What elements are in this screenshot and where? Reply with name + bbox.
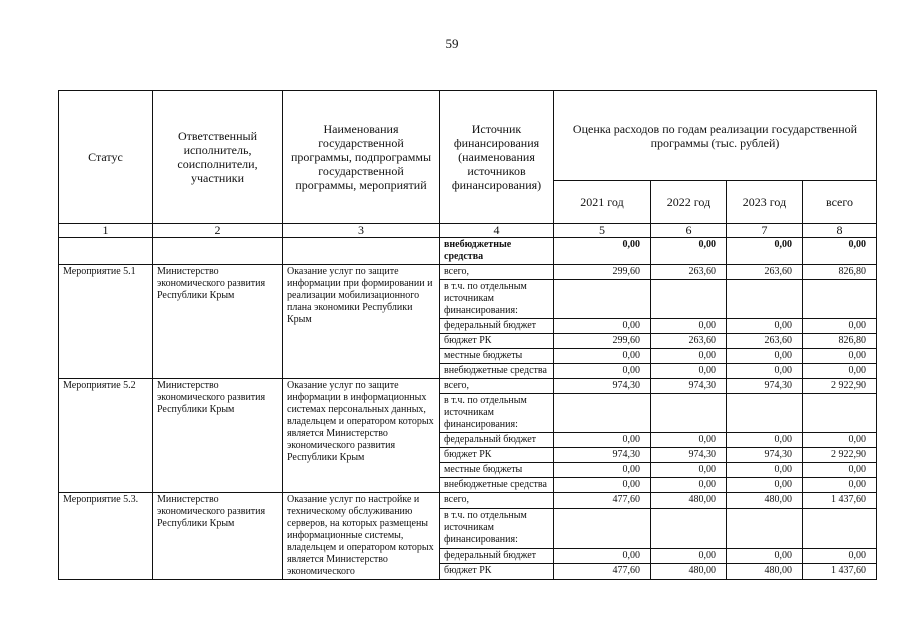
value-cell: 0,00 <box>727 433 803 448</box>
status-cell: Мероприятие 5.2 <box>59 379 153 493</box>
name-cell: Оказание услуг по защите информации в информационных системах персональных данных, владельцем и оператором которых является Министерство экономического развития Республики Крым <box>283 379 440 493</box>
value-cell: 0,00 <box>651 319 727 334</box>
value-cell <box>651 508 727 548</box>
value-cell: 1 437,60 <box>803 564 877 580</box>
value-cell: 0,00 <box>554 433 651 448</box>
header-source: Источник финансирования (наименования источников финансирования) <box>440 91 554 224</box>
header-executor: Ответственный исполнитель, соисполнители, участники <box>153 91 283 224</box>
value-cell: 0,00 <box>554 349 651 364</box>
value-cell: 0,00 <box>554 548 651 564</box>
value-cell: 974,30 <box>554 448 651 463</box>
column-number: 3 <box>283 224 440 238</box>
value-cell: 974,30 <box>727 448 803 463</box>
value-cell <box>651 394 727 433</box>
header-total: всего <box>803 181 877 224</box>
value-cell <box>803 280 877 319</box>
source-cell: внебюджетные средства <box>440 238 554 265</box>
source-cell: местные бюджеты <box>440 463 554 478</box>
value-cell: 477,60 <box>554 564 651 580</box>
source-cell: в т.ч. по отдельным источникам финансирования: <box>440 508 554 548</box>
table-row <box>59 379 877 394</box>
source-cell: бюджет РК <box>440 334 554 349</box>
header-year-2022: 2022 год <box>651 181 727 224</box>
header-estimate: Оценка расходов по годам реализации государственной программы (тыс. рублей) <box>554 91 877 181</box>
source-cell: бюджет РК <box>440 564 554 580</box>
source-cell: всего, <box>440 379 554 394</box>
value-cell: 974,30 <box>651 379 727 394</box>
value-cell: 0,00 <box>651 433 727 448</box>
value-cell <box>554 280 651 319</box>
value-cell: 263,60 <box>651 265 727 280</box>
column-number: 6 <box>651 224 727 238</box>
value-cell: 0,00 <box>727 364 803 379</box>
value-cell: 826,80 <box>803 334 877 349</box>
value-cell: 480,00 <box>727 564 803 580</box>
value-cell <box>727 394 803 433</box>
column-number: 2 <box>153 224 283 238</box>
value-cell: 0,00 <box>727 319 803 334</box>
value-cell: 0,00 <box>803 478 877 493</box>
value-cell: 0,00 <box>554 238 651 265</box>
value-cell: 0,00 <box>727 238 803 265</box>
value-cell: 974,30 <box>554 379 651 394</box>
value-cell <box>803 508 877 548</box>
value-cell: 263,60 <box>727 334 803 349</box>
value-cell: 0,00 <box>554 478 651 493</box>
value-cell: 299,60 <box>554 265 651 280</box>
value-cell: 0,00 <box>803 433 877 448</box>
value-cell: 480,00 <box>651 564 727 580</box>
value-cell: 477,60 <box>554 493 651 509</box>
value-cell: 0,00 <box>651 349 727 364</box>
source-cell: в т.ч. по отдельным источникам финансирования: <box>440 280 554 319</box>
value-cell: 974,30 <box>727 379 803 394</box>
column-number: 5 <box>554 224 651 238</box>
source-cell: внебюджетные средства <box>440 364 554 379</box>
source-cell: в т.ч. по отдельным источникам финансирования: <box>440 394 554 433</box>
value-cell: 0,00 <box>803 319 877 334</box>
value-cell: 0,00 <box>727 478 803 493</box>
value-cell <box>651 280 727 319</box>
source-cell: всего, <box>440 493 554 509</box>
value-cell <box>554 394 651 433</box>
value-cell: 0,00 <box>803 463 877 478</box>
table-row <box>59 493 877 509</box>
value-cell: 0,00 <box>803 238 877 265</box>
value-cell: 1 437,60 <box>803 493 877 509</box>
value-cell: 263,60 <box>651 334 727 349</box>
value-cell <box>727 508 803 548</box>
value-cell <box>554 508 651 548</box>
column-number: 7 <box>727 224 803 238</box>
header-year-2021: 2021 год <box>554 181 651 224</box>
status-cell: Мероприятие 5.3. <box>59 493 153 580</box>
source-cell: местные бюджеты <box>440 349 554 364</box>
source-cell: федеральный бюджет <box>440 433 554 448</box>
value-cell: 0,00 <box>803 548 877 564</box>
value-cell: 263,60 <box>727 265 803 280</box>
value-cell: 0,00 <box>554 463 651 478</box>
value-cell: 2 922,90 <box>803 379 877 394</box>
value-cell: 0,00 <box>727 463 803 478</box>
executor-cell: Министерство экономического развития Республики Крым <box>153 493 283 580</box>
status-cell: Мероприятие 5.1 <box>59 265 153 379</box>
value-cell: 826,80 <box>803 265 877 280</box>
column-number: 8 <box>803 224 877 238</box>
value-cell: 0,00 <box>651 463 727 478</box>
value-cell: 2 922,90 <box>803 448 877 463</box>
table-row <box>59 238 877 265</box>
executor-cell: Министерство экономического развития Республики Крым <box>153 379 283 493</box>
source-cell: всего, <box>440 265 554 280</box>
value-cell <box>727 280 803 319</box>
source-cell: федеральный бюджет <box>440 548 554 564</box>
value-cell: 0,00 <box>727 548 803 564</box>
source-cell: федеральный бюджет <box>440 319 554 334</box>
value-cell: 0,00 <box>651 364 727 379</box>
value-cell <box>803 394 877 433</box>
value-cell: 299,60 <box>554 334 651 349</box>
value-cell: 0,00 <box>554 364 651 379</box>
executor-cell: Министерство экономического развития Республики Крым <box>153 265 283 379</box>
header-year-2023: 2023 год <box>727 181 803 224</box>
value-cell: 0,00 <box>651 238 727 265</box>
source-cell: внебюджетные средства <box>440 478 554 493</box>
header-program-name: Наименования государственной программы, подпрограммы государственной программы, мероприятий <box>283 91 440 224</box>
name-cell: Оказание услуг по настройке и техническому обслуживанию серверов, на которых размещены информационные системы, владельцем и оператором которых является Министерство экономического <box>283 493 440 580</box>
executor-cell <box>153 238 283 265</box>
table-row <box>59 265 877 280</box>
value-cell: 0,00 <box>651 478 727 493</box>
column-number: 1 <box>59 224 153 238</box>
name-cell: Оказание услуг по защите информации при формировании и реализации мобилизационного плана экономики Республики Крым <box>283 265 440 379</box>
value-cell: 974,30 <box>651 448 727 463</box>
source-cell: бюджет РК <box>440 448 554 463</box>
page-number: 59 <box>445 36 459 51</box>
name-cell <box>283 238 440 265</box>
value-cell: 0,00 <box>727 349 803 364</box>
value-cell: 0,00 <box>803 349 877 364</box>
value-cell: 0,00 <box>803 364 877 379</box>
column-number: 4 <box>440 224 554 238</box>
value-cell: 480,00 <box>727 493 803 509</box>
value-cell: 0,00 <box>651 548 727 564</box>
funding-table <box>58 90 877 580</box>
status-cell <box>59 238 153 265</box>
value-cell: 480,00 <box>651 493 727 509</box>
value-cell: 0,00 <box>554 319 651 334</box>
header-status: Статус <box>59 91 153 224</box>
